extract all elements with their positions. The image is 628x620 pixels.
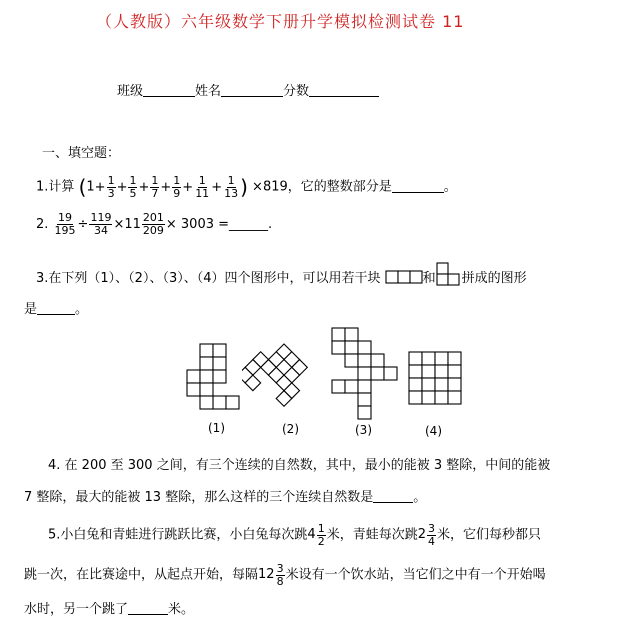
q1-multiplier: ×819 bbox=[252, 179, 288, 195]
question-4-line-2 bbox=[24, 486, 426, 505]
figure-2-label: (2) bbox=[282, 422, 299, 436]
q2-number: 2. bbox=[36, 217, 49, 232]
name-label: 姓名 bbox=[195, 84, 222, 99]
figure-1 bbox=[186, 342, 242, 410]
q2-times-11: ×11 bbox=[113, 217, 141, 232]
q1-term-operator: + bbox=[138, 179, 150, 195]
q5-text-a: 5.小白兔和青蛙进行跳跃比赛，小白兔每次跳 bbox=[48, 527, 308, 543]
class-label: 班级 bbox=[117, 84, 144, 99]
q5-text-e: 米设有一个饮水站，当它们之中有一个开始喝 bbox=[285, 567, 546, 583]
q5-frog-whole: 2 bbox=[417, 527, 426, 542]
q1-term-fraction: $\frac{1}{11}$ bbox=[195, 173, 210, 200]
q1-term-fraction: $\frac{1}{7}$ bbox=[151, 173, 159, 200]
q3-text: 3.在下列（1）、（2）、（3）、（4）四个图形中，可以用若干块 bbox=[36, 271, 381, 286]
q1-term-fraction: $\frac{1}{9}$ bbox=[173, 173, 181, 200]
q2-fraction-3: $\frac{201}{209}$ bbox=[142, 211, 164, 237]
q5-text-f: 水时，另一个跳了 bbox=[24, 602, 129, 617]
page-title: （人教版）六年级数学下册升学模拟检测试卷 11 bbox=[96, 12, 465, 31]
question-1 bbox=[36, 172, 457, 203]
name-blank[interactable] bbox=[221, 82, 283, 97]
q3-line2-prefix: 是 bbox=[24, 302, 38, 317]
q1-term-fraction: $\frac{1}{13}$ bbox=[224, 173, 239, 200]
q1-term-operator: + bbox=[116, 179, 128, 195]
q5-text-b: 米，青蛙每次跳 bbox=[326, 527, 418, 543]
q1-terms bbox=[94, 173, 240, 200]
q5-rabbit-fraction: $\frac{1}{2}$ bbox=[317, 521, 325, 548]
q1-end: 。 bbox=[443, 179, 457, 195]
q2-fraction-2: $\frac{119}{34}$ bbox=[90, 211, 112, 237]
score-blank[interactable] bbox=[309, 82, 379, 97]
q2-answer-blank[interactable]: ______. bbox=[229, 217, 273, 232]
q5-text-c: 米，它们每秒都只 bbox=[436, 527, 541, 543]
q1-term-fraction: $\frac{1}{5}$ bbox=[129, 173, 137, 200]
q5-frog-fraction: $\frac{3}{4}$ bbox=[427, 521, 435, 548]
q3-answer-blank[interactable] bbox=[37, 300, 75, 315]
q1-answer-blank[interactable] bbox=[392, 178, 444, 193]
figure-4-label: (4) bbox=[425, 424, 442, 438]
q1-number: 1. bbox=[36, 179, 49, 195]
q1-one: 1 bbox=[86, 179, 95, 195]
figure-2 bbox=[242, 336, 326, 412]
question-3-line-1 bbox=[36, 262, 527, 286]
q5-station-whole: 12 bbox=[258, 567, 275, 582]
q4-line2-text: 7 整除，最大的能被 13 整除，那么这样的三个连续自然数是 bbox=[24, 490, 374, 505]
q3-and: 和 bbox=[422, 271, 436, 286]
q1-term-operator: + bbox=[94, 179, 106, 195]
figure-3-label: (3) bbox=[355, 423, 372, 437]
class-blank[interactable] bbox=[143, 82, 195, 97]
q5-text-d: 跳一次，在比赛途中，从起点开始，每隔 bbox=[24, 567, 259, 583]
q2-fraction-1: $\frac{19}{195}$ bbox=[54, 211, 76, 237]
question-5-line-3 bbox=[24, 598, 194, 617]
figure-4 bbox=[407, 350, 467, 406]
q1-prefix: 计算 bbox=[48, 179, 75, 195]
figure-1-label: (1) bbox=[208, 421, 225, 435]
q5-rabbit-whole: 4 bbox=[307, 527, 316, 542]
q3-after: 拼成的图形 bbox=[461, 271, 527, 286]
q1-close-paren: ) bbox=[240, 175, 248, 199]
question-4-line-1: 4. 在 200 至 300 之间，有三个连续的自然数，其中，最小的能被 3 整除，中间的能被 bbox=[48, 458, 551, 473]
q5-answer-blank[interactable] bbox=[128, 600, 168, 615]
figure-3 bbox=[330, 326, 402, 422]
q1-open-paren: ( bbox=[78, 175, 87, 199]
question-3-line-2 bbox=[24, 298, 88, 317]
q4-end: 。 bbox=[413, 490, 427, 505]
tromino-l-icon bbox=[436, 262, 462, 286]
q5-station-fraction: $\frac{3}{8}$ bbox=[276, 561, 284, 588]
header-fields bbox=[117, 80, 379, 99]
q4-answer-blank[interactable] bbox=[373, 488, 413, 503]
question-5-line-2 bbox=[24, 560, 546, 591]
question-5-line-1 bbox=[48, 520, 541, 551]
q1-suffix: ，它的整数部分是 bbox=[287, 179, 392, 195]
section-heading: 一、填空题： bbox=[42, 146, 121, 161]
q2-tail: × 3003 = bbox=[165, 217, 230, 232]
q1-term-operator: + bbox=[182, 179, 194, 195]
score-label: 分数 bbox=[283, 84, 310, 99]
q1-term-operator: + bbox=[160, 179, 172, 195]
q3-line2-end: 。 bbox=[75, 302, 89, 317]
question-2 bbox=[36, 210, 272, 240]
tromino-straight-icon bbox=[385, 270, 423, 284]
q1-term-fraction: $\frac{1}{3}$ bbox=[107, 173, 115, 200]
q5-text-g: 米。 bbox=[168, 602, 195, 617]
q2-divide: ÷ bbox=[77, 217, 89, 232]
q1-term-operator: + bbox=[211, 179, 223, 195]
